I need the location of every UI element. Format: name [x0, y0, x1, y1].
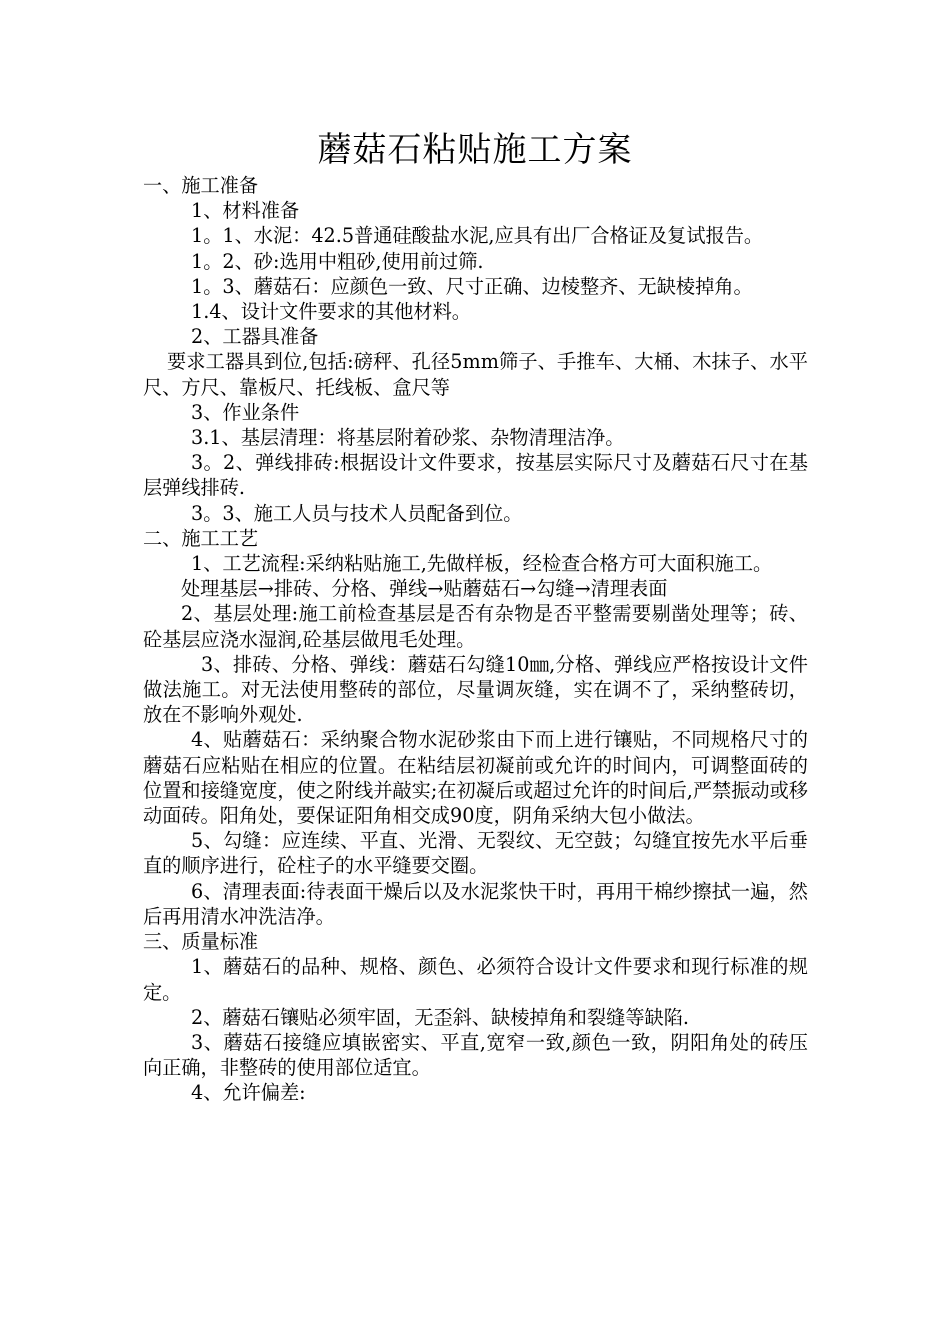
paragraph: 4、贴蘑菇石：采纳聚合物水泥砂浆由下而上进行镶贴，不同规格尺寸的蘑菇石应粘贴在相应的位置。在粘结层初凝前或允许的时间内，可调整面砖的位置和接缝宽度，使之附线并敲实;在初凝后或超过允许的时间后,严禁振动或移动面砖。阳角处，要保证阳角相交成90度，阴角采纳大包小做法。 [143, 728, 808, 828]
paragraph: 1、工艺流程:采纳粘贴施工,先做样板，经检查合格方可大面积施工。 [191, 552, 773, 576]
section-heading: 一、施工准备 [143, 174, 259, 197]
section-heading: 三、质量标准 [143, 930, 259, 954]
paragraph: 4、允许偏差: [191, 1081, 306, 1105]
paragraph: 3、排砖、分格、弹线：蘑菇石勾缝10㎜,分格、弹线应严格按设计文件做法施工。对无法使用整砖的部位，尽量调灰缝，实在调不了，采纳整砖切，放在不影响外观处. [143, 652, 808, 727]
document-title: 蘑菇石粘贴施工方案 [317, 130, 633, 170]
process-flow: 处理基层→排砖、分格、弹线→贴蘑菇石→勾缝→清理表面 [181, 577, 668, 601]
subsection-heading: 2、工器具准备 [191, 325, 319, 349]
paragraph: 2、蘑菇石镶贴必须牢固，无歪斜、缺棱掉角和裂缝等缺陷. [191, 1005, 689, 1029]
paragraph: 6、清理表面:待表面干燥后以及水泥浆快干时，再用干棉纱擦拭一遍，然后再用清水冲洗洁净。 [143, 879, 808, 928]
paragraph: 3.1、基层清理：将基层附着砂浆、杂物清理洁净。 [191, 426, 625, 450]
paragraph: 5、勾缝：应连续、平直、光滑、无裂纹、无空鼓；勾缝宜按先水平后垂直的顺序进行，砼柱子的水平缝要交圈。 [143, 829, 808, 878]
paragraph: 1。3、蘑菇石：应颜色一致、尺寸正确、边棱整齐、无缺棱掉角。 [191, 274, 753, 298]
paragraph: 1.4、设计文件要求的其他材料。 [191, 300, 471, 324]
document-body [143, 173, 808, 1106]
subsection-heading: 3、作业条件 [191, 400, 300, 424]
paragraph: 1、蘑菇石的品种、规格、颜色、必须符合设计文件要求和现行标准的规定。 [143, 955, 808, 1004]
paragraph: 3。2、弹线排砖:根据设计文件要求，按基层实际尺寸及蘑菇石尺寸在基层弹线排砖. [143, 451, 808, 500]
paragraph: 3。3、施工人员与技术人员配备到位。 [191, 501, 523, 525]
paragraph: 3、蘑菇石接缝应填嵌密实、平直,宽窄一致,颜色一致，阴阳角处的砖压向正确，非整砖的使用部位适宜。 [143, 1030, 808, 1080]
paragraph: 1。2、砂:选用中粗砂,使用前过筛. [191, 249, 484, 273]
section-heading: 二、施工工艺 [143, 526, 259, 550]
paragraph: 1。1、水泥：42.5普通硅酸盐水泥,应具有出厂合格证及复试报告。 [191, 224, 764, 248]
paragraph: 2、基层处理:施工前检查基层是否有杂物是否平整需要剔凿处理等；砖、砼基层应浇水湿润,砼基层做甩毛处理。 [143, 602, 808, 651]
subsection-heading: 1、材料准备 [191, 199, 300, 223]
paragraph: 要求工器具到位,包括:磅秤、孔径5mm筛子、手推车、大桶、木抹子、水平尺、方尺、靠板尺、托线板、盒尺等 [143, 350, 808, 399]
